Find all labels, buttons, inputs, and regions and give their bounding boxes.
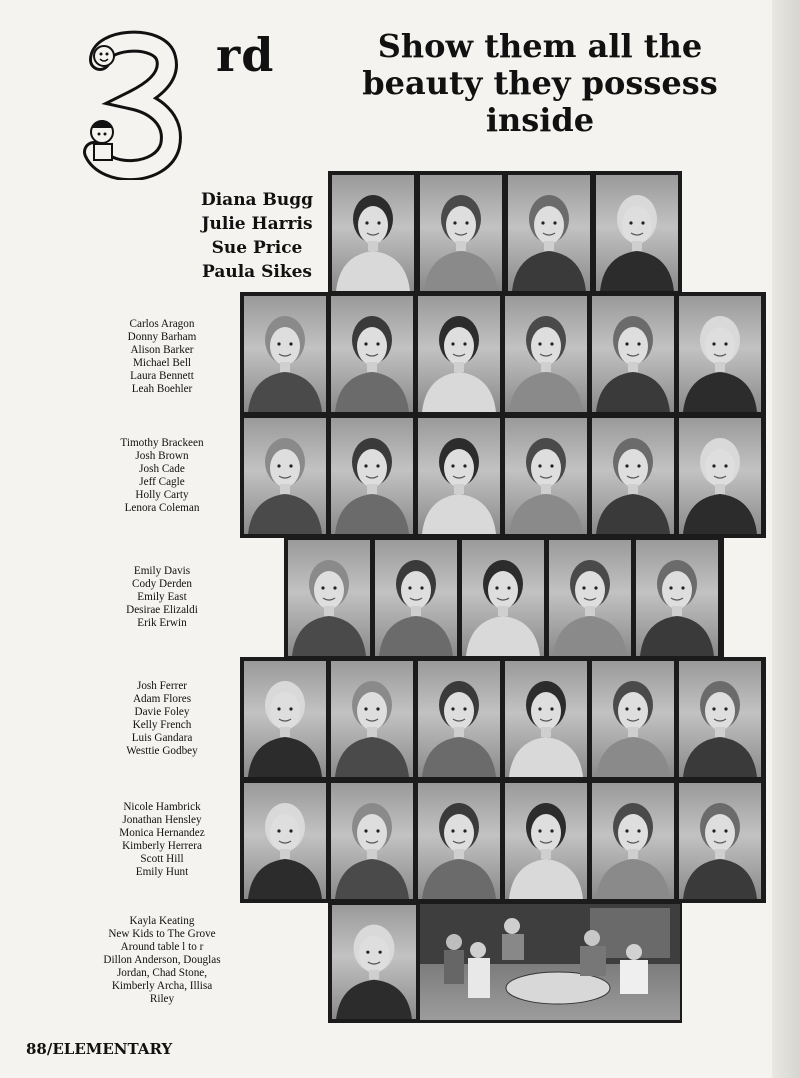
student-name: Alison Barker (130, 344, 194, 356)
student-name: Cody Derden (132, 578, 192, 590)
student-name: Davie Foley (134, 706, 190, 718)
student-name: Scott Hill (140, 853, 184, 865)
group-photo (420, 904, 680, 1020)
student-name: Monica Hernandez (119, 827, 205, 839)
teacher-name: Paula Sikes (202, 262, 312, 282)
student-photo (331, 783, 413, 899)
caption-line: Dillon Anderson, Douglas (103, 954, 221, 966)
grade-suffix: rd (216, 28, 275, 82)
student-name: Michael Bell (132, 357, 192, 369)
student-photo (679, 661, 761, 777)
teacher-name: Julie Harris (201, 214, 313, 234)
student-photo (462, 540, 544, 656)
student-photo (244, 296, 326, 412)
student-name: Jonathan Hensley (122, 814, 202, 826)
student-photo (288, 540, 370, 656)
headline-line: inside (485, 101, 595, 139)
student-photo (549, 540, 631, 656)
student-name: Josh Cade (139, 463, 185, 475)
student-photo (592, 783, 674, 899)
page-footer: 88/ELEMENTARY (26, 1040, 173, 1058)
student-name: Timothy Brackeen (120, 437, 204, 449)
caption-line: Jordan, Chad Stone, (116, 967, 208, 979)
student-photo (505, 783, 587, 899)
headline-line: beauty they possess (362, 64, 718, 102)
student-name: Emily East (137, 591, 187, 603)
student-photo (244, 661, 326, 777)
row-name-list (88, 801, 236, 879)
student-name: Kimberly Herrera (122, 840, 202, 852)
teacher-photo (508, 175, 590, 291)
caption-line: Riley (149, 993, 175, 1005)
student-photo (592, 661, 674, 777)
student-name: Donny Barham (127, 331, 197, 343)
student-photo (375, 540, 457, 656)
student-name: Westtie Godbey (126, 745, 198, 757)
row-name-list (88, 915, 236, 1006)
student-photo (505, 661, 587, 777)
page-gutter (772, 0, 800, 1078)
student-name: Nicole Hambrick (123, 801, 201, 813)
student-photo (679, 418, 761, 534)
student-name: Carlos Aragon (129, 318, 195, 330)
headline-line: Show them all the (377, 27, 703, 65)
student-name: Emily Davis (133, 565, 191, 577)
student-photo (244, 783, 326, 899)
teacher-photo (332, 175, 414, 291)
row-name-list (88, 565, 236, 630)
student-name: Kelly French (132, 719, 192, 731)
student-photo (592, 296, 674, 412)
student-name: Lenora Coleman (124, 502, 200, 514)
row-name-list (88, 680, 236, 758)
teacher-photo (596, 175, 678, 291)
student-photo (244, 418, 326, 534)
student-name: Leah Boehler (131, 383, 193, 395)
teacher-names (190, 188, 324, 284)
student-photo (679, 783, 761, 899)
student-photo (636, 540, 718, 656)
student-photo (505, 296, 587, 412)
student-name: Erik Erwin (137, 617, 187, 629)
student-name: Emily Hunt (135, 866, 189, 878)
student-photo (331, 661, 413, 777)
row-name-list (88, 437, 236, 515)
caption-line: Around table l to r (120, 941, 204, 953)
teacher-name: Sue Price (211, 238, 303, 258)
student-name: Jeff Cagle (139, 476, 185, 488)
student-photo (331, 296, 413, 412)
teacher-name: Diana Bugg (200, 190, 313, 210)
student-name: Adam Flores (132, 693, 192, 705)
student-name: Josh Ferrer (136, 680, 188, 692)
student-photo (418, 296, 500, 412)
student-photo (331, 418, 413, 534)
student-name: Laura Bennett (130, 370, 194, 382)
teacher-photo (420, 175, 502, 291)
student-photo (418, 661, 500, 777)
student-name: Holly Carty (135, 489, 189, 501)
student-name: Kayla Keating (129, 915, 195, 927)
caption-line: New Kids to The Grove (108, 928, 216, 940)
student-photo (505, 418, 587, 534)
student-photo (332, 905, 416, 1019)
student-name: Luis Gandara (131, 732, 193, 744)
student-name: Desirae Elizaldi (126, 604, 198, 616)
student-photo (418, 418, 500, 534)
student-photo (418, 783, 500, 899)
student-photo (592, 418, 674, 534)
grade-three-graphic (82, 30, 182, 180)
student-photo (679, 296, 761, 412)
page-headline (330, 28, 750, 139)
student-name: Josh Brown (135, 450, 189, 462)
row-name-list (88, 318, 236, 396)
caption-line: Kimberly Archa, Illisa (111, 980, 213, 992)
